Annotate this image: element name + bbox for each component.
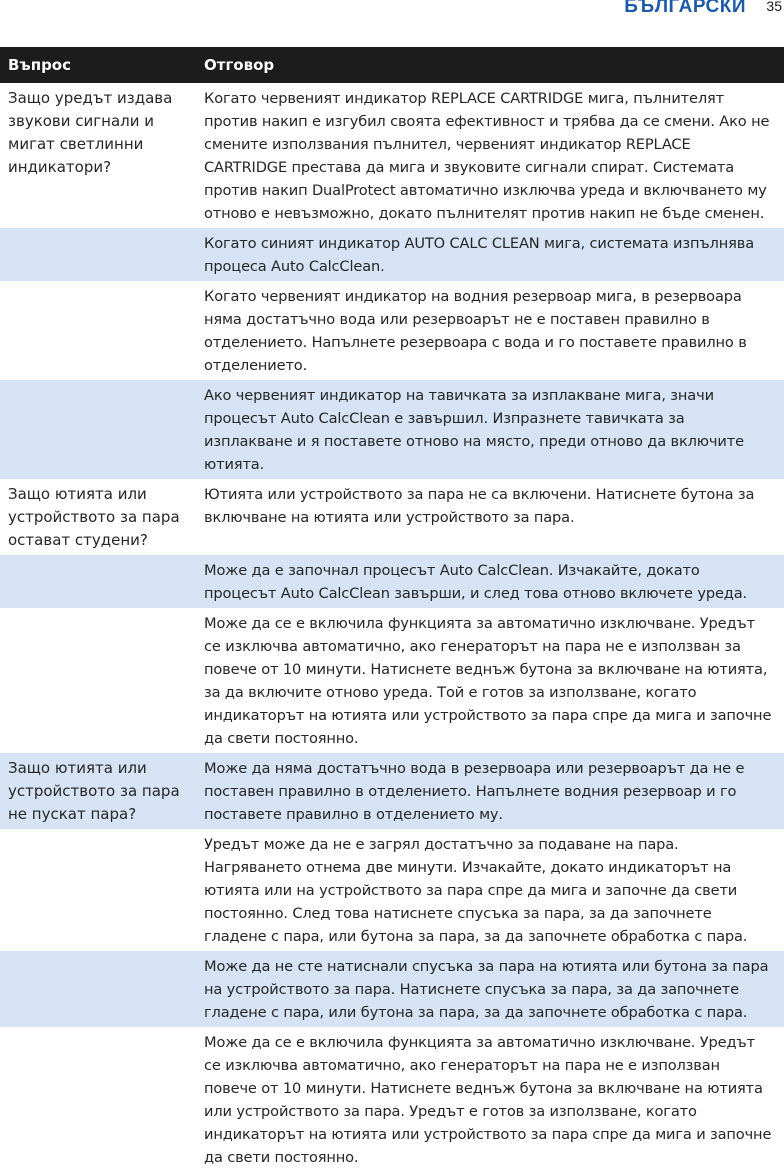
answer-cell: Когато червеният индикатор REPLACE CARTRIDGE мига, пълнителят против накип е изгубил своята ефективност и трябва да се смени. Ако не смените използвания пълнител, червеният индикатор REPLACE CARTRIDGE престава да мига и звуковите сигнали спират. Системата против накип DualProtect автоматично изключва уреда и включването му отново е невъзможно, докато пълнителят против накип не бъде сменен. bbox=[204, 90, 770, 222]
table-header bbox=[0, 47, 784, 83]
column-header-question: Въпрос bbox=[8, 56, 72, 74]
page-number: 35 bbox=[766, 0, 782, 14]
table-row bbox=[0, 83, 784, 228]
question-cell: Защо ютията или устройството за пара не пускат пара? bbox=[8, 759, 180, 823]
table-row bbox=[0, 555, 784, 608]
table-row bbox=[0, 281, 784, 380]
question-cell: Защо ютията или устройството за пара остават студени? bbox=[8, 485, 180, 549]
answer-cell: Може да е започнал процесът Auto CalcClean. Изчакайте, докато процесът Auto CalcClean завърши, и след това отново включете уреда. bbox=[204, 562, 748, 602]
question-cell bbox=[0, 555, 196, 608]
table-row bbox=[0, 479, 784, 555]
column-header-answer: Отговор bbox=[204, 56, 275, 74]
answer-cell: Може да се е включила функцията за автоматично изключване. Уредът се изключва автоматично, ако генераторът на пара не е използван за повече от 10 минути. Натиснете веднъж бутона за включване на ютията, за да включите отново уреда. Той е готов за използване, когато индикаторът на ютията или устройството за пара спре да мига и започне да свети постоянно. bbox=[204, 615, 772, 747]
answer-cell: Може да няма достатъчно вода в резервоара или резервоарът да не е поставен правилно в отделението. Напълнете водния резервоар и го поставете правилно в отделението му. bbox=[204, 760, 745, 823]
table-row bbox=[0, 951, 784, 1027]
question-cell bbox=[0, 608, 196, 753]
table-row bbox=[0, 228, 784, 281]
question-cell: Защо уредът издава звукови сигнали и мигат светлинни индикатори? bbox=[8, 89, 173, 176]
troubleshooting-table bbox=[0, 47, 784, 1172]
question-cell bbox=[0, 829, 196, 951]
question-cell bbox=[0, 380, 196, 479]
page-header bbox=[0, 0, 784, 20]
table-row bbox=[0, 753, 784, 829]
question-cell bbox=[0, 281, 196, 380]
answer-cell: Когато синият индикатор AUTO CALC CLEAN мига, системата изпълнява процеса Auto CalcClean. bbox=[204, 235, 755, 275]
table-row bbox=[0, 1027, 784, 1172]
answer-cell: Уредът може да не е загрял достатъчно за подаване на пара. Нагряването отнема две минути. Изчакайте, докато индикаторът на ютията или на устройството за пара спре да мига и започне да свети постоянно. След това натиснете спусъка за пара, за да започнете гладене с пара, или бутона за пара, за да започнете обработка с пара. bbox=[204, 836, 748, 945]
table-body bbox=[0, 83, 784, 1172]
question-cell bbox=[0, 228, 196, 281]
table-row bbox=[0, 380, 784, 479]
answer-cell: Когато червеният индикатор на водния резервоар мига, в резервоара няма достатъчно вода или резервоарът не е поставен правилно в отделението. Напълнете резервоара с вода и го поставете правилно в отделението. bbox=[204, 288, 747, 374]
question-cell bbox=[0, 1027, 196, 1172]
answer-cell: Ако червеният индикатор на тавичката за изплакване мига, значи процесът Auto CalcClean е завършил. Изпразнете тавичката за изплакване и я поставете отново на място, преди отново да включите ютията. bbox=[204, 387, 744, 473]
language-label: БЪЛГАРСКИ bbox=[624, 0, 746, 17]
answer-cell: Може да не сте натиснали спусъка за пара на ютията или бутона за пара на устройството за пара. Натиснете спусъка за пара, за да започнете гладене с пара, или бутона за пара, за да започнете обработка с пара. bbox=[204, 958, 769, 1021]
answer-cell: Може да се е включила функцията за автоматично изключване. Уредът се изключва автоматично, ако генераторът на пара не е използван повече от 10 минути. Натиснете веднъж бутона за включване на ютията или устройството за пара. Уредът е готов за използване, когато индикаторът на ютията или устройството за пара спре да мига и започне да свети постоянно. bbox=[204, 1034, 772, 1166]
table-row bbox=[0, 608, 784, 753]
answer-cell: Ютията или устройството за пара не са включени. Натиснете бутона за включване на ютията или устройството за пара. bbox=[204, 486, 755, 526]
table-row bbox=[0, 829, 784, 951]
question-cell bbox=[0, 951, 196, 1027]
